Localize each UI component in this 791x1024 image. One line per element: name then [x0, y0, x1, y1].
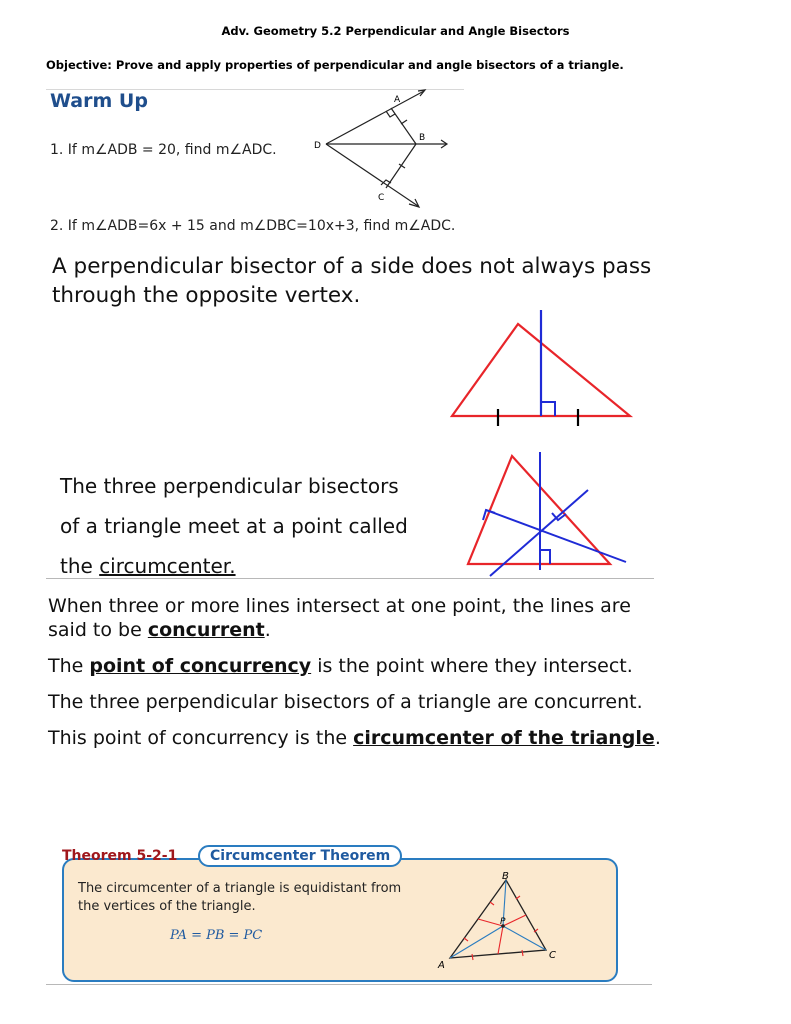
- circumcenter-statement: [60, 466, 460, 586]
- p1-prefix: When three or more lines intersect at one point, the lines are said to be: [48, 595, 631, 641]
- warmup-heading: Warm Up: [50, 90, 148, 112]
- circumcenter-term: circumcenter.: [99, 554, 236, 578]
- theorem-label-p: P: [500, 917, 506, 927]
- concurrent-term: concurrent: [147, 619, 265, 641]
- tick-ac-1: [472, 954, 473, 960]
- label-b: B: [419, 133, 426, 143]
- bisector-bc: [503, 915, 526, 926]
- document-title: Adv. Geometry 5.2 Perpendicular and Angle Bisectors: [221, 24, 570, 38]
- label-c: C: [378, 193, 385, 203]
- label-d: D: [314, 141, 321, 151]
- point-of-concurrency-term: point of concurrency: [89, 655, 312, 677]
- ray-da: [326, 91, 424, 144]
- tick-ac-2: [522, 950, 523, 956]
- tick-ab-2: [464, 938, 468, 941]
- segment-pa: [450, 926, 503, 958]
- p4-prefix: This point of concurrency is the: [48, 727, 354, 749]
- right-angle-mark: [541, 402, 555, 416]
- bisector-ac: [498, 926, 503, 954]
- theorem-label-c: C: [549, 950, 556, 961]
- circumcenter-diagram: [466, 450, 630, 578]
- triangle-abc: [450, 880, 546, 958]
- theorem-name: Circumcenter Theorem: [198, 845, 402, 867]
- circumcenter-line-2: of a triangle meet at a point called: [60, 514, 408, 538]
- theorem-equation: PA = PB = PC: [170, 928, 263, 943]
- theorem-label-b: B: [502, 871, 509, 882]
- theorem-label-a: A: [438, 960, 445, 971]
- concurrency-definitions: [48, 594, 668, 762]
- tick-ab: [401, 120, 407, 124]
- angle-bisector-diagram: [306, 82, 466, 214]
- bottom-divider: [46, 984, 652, 985]
- p1-suffix: .: [264, 619, 271, 641]
- warmup-question-2: 2. If m∠ADB=6x + 15 and m∠DBC=10x+3, find m∠ADC.: [50, 218, 456, 234]
- tick-ab-1: [490, 902, 494, 905]
- theorem-text: The circumcenter of a triangle is equidistant from the vertices of the triangle.: [78, 881, 402, 914]
- circumcenter-definition: [48, 726, 668, 750]
- line3-prefix: the: [60, 554, 100, 578]
- section-divider: [46, 578, 654, 579]
- warmup-question-1: 1. If m∠ADB = 20, find m∠ADC.: [50, 142, 277, 158]
- p2-suffix: is the point where they intersect.: [311, 655, 633, 677]
- circumcenter-of-triangle-term: circumcenter of the triangle: [353, 727, 655, 749]
- perpendicular-bisector-diagram: [446, 306, 642, 432]
- objective: Objective: Prove and apply properties of perpendicular and angle bisectors of a triangle.: [46, 58, 624, 72]
- label-a: A: [394, 95, 401, 105]
- ray-dc: [326, 144, 418, 206]
- theorem-label: Theorem 5-2-1: [62, 848, 178, 864]
- p2-prefix: The: [48, 655, 90, 677]
- perpendicular-bisector-statement: A perpendicular bisector of a side does not always pass through the opposite vertex.: [52, 254, 652, 308]
- circumcenter-line-1: The three perpendicular bisectors: [60, 474, 399, 498]
- point-of-concurrency-definition: [48, 654, 668, 678]
- bisectors-concurrent-statement: The three perpendicular bisectors of a triangle are concurrent.: [48, 691, 643, 713]
- concurrent-definition: [48, 594, 668, 642]
- p4-suffix: .: [654, 727, 661, 749]
- segment-ab: [391, 108, 416, 144]
- circumcenter-line-3: [60, 546, 460, 586]
- circumcenter-theorem-diagram: [430, 866, 566, 974]
- right-angle-bottom: [540, 550, 550, 564]
